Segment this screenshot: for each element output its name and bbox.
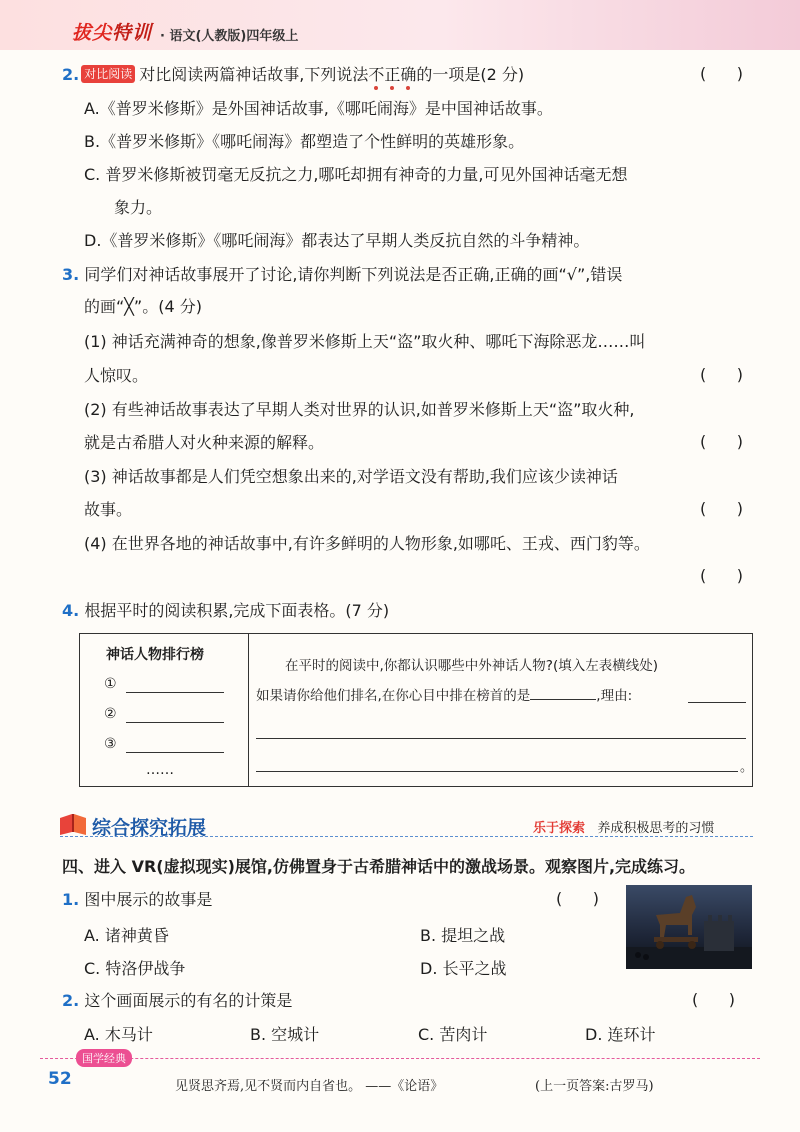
rank-2-blank[interactable] <box>126 722 224 723</box>
trojan-horse-image <box>626 885 752 969</box>
q3-item-4-paren[interactable]: ( ) <box>700 566 743 585</box>
q2-option-d: D.《普罗米修斯》《哪吒闹海》都表达了早期人类反抗自然的斗争精神。 <box>84 231 590 250</box>
p4-q2-option-c: C. 苦肉计 <box>418 1025 488 1044</box>
p4-q1-option-c: C. 特洛伊战争 <box>84 959 186 978</box>
rank-3-blank[interactable] <box>126 752 224 753</box>
reason-blank-1[interactable] <box>688 702 746 703</box>
q3-item-2: (2) 有些神话故事表达了早期人类对世界的认识,如普罗米修斯上天“盗”取火种, <box>84 400 635 419</box>
p4-q2-paren[interactable]: ( ) <box>692 990 735 1009</box>
q2-option-c: C. 普罗米修斯被罚毫无反抗之力,哪吒却拥有神奇的力量,可见外国神话毫无想 <box>84 165 628 184</box>
table-prompt-1: 在平时的阅读中,你都认识哪些中外神话人物?(填入左表横线处) <box>285 658 658 674</box>
q3-item-1-paren[interactable]: ( ) <box>700 365 743 384</box>
p4-q1-stem: 1. 图中展示的故事是 <box>62 890 213 909</box>
end-mark: 。 <box>740 760 754 775</box>
p4-q2-option-b: B. 空城计 <box>250 1025 320 1044</box>
page-number: 52 <box>48 1069 72 1089</box>
footer-quote: 见贤思齐焉,见不贤而内自省也。 ——《论语》 <box>175 1079 444 1094</box>
q3-stem: 3. 同学们对神话故事展开了讨论,请你判断下列说法是否正确,正确的画“√”,错误 <box>62 265 623 284</box>
classics-tag: 国学经典 <box>76 1049 132 1067</box>
part4-stem: 四、进入 VR(虚拟现实)展馆,仿佛置身于古希腊神话中的激战场景。观察图片,完成练习。 <box>62 857 696 876</box>
book-icon <box>58 812 88 836</box>
rank-1-label: ① <box>104 676 117 692</box>
rank-title: 神话人物排行榜 <box>106 647 204 663</box>
p4-q2-stem: 2. 这个画面展示的有名的计策是 <box>62 991 293 1010</box>
footer-divider <box>40 1058 760 1059</box>
q3-item-4: (4) 在世界各地的神话故事中,有许多鲜明的人物形象,如哪吒、王戎、西门豹等。 <box>84 534 650 553</box>
q4-stem: 4. 根据平时的阅读积累,完成下面表格。(7 分) <box>62 601 390 620</box>
section-divider <box>60 836 753 837</box>
q3-item-1: (1) 神话充满神奇的想象,像普罗米修斯上天“盗”取火种、哪吒下海除恶龙……叫 <box>84 332 646 351</box>
q3-item-2-cont: 就是古希腊人对火种来源的解释。 <box>84 433 325 452</box>
q3-stem-cont: 的画“╳”。(4 分) <box>84 297 202 316</box>
p4-q2-option-a: A. 木马计 <box>84 1025 153 1044</box>
brand-logo: 拔尖特训 <box>72 22 153 44</box>
compare-reading-tag: 对比阅读 <box>81 65 135 83</box>
rank-3-label: ③ <box>104 736 117 752</box>
q2-answer-paren[interactable]: ( ) <box>700 64 743 83</box>
section-title: 综合探究拓展 <box>92 817 207 839</box>
table-prompt-2: 如果请你给他们排名,在你心目中排在榜首的是 ,理由: <box>256 688 633 704</box>
p4-q1-option-a: A. 诸神黄昏 <box>84 926 169 945</box>
p4-q1-option-d: D. 长平之战 <box>420 959 507 978</box>
q3-item-3: (3) 神话故事都是人们凭空想象出来的,对学语文没有帮助,我们应该少读神话 <box>84 467 618 486</box>
q3-item-2-paren[interactable]: ( ) <box>700 432 743 451</box>
reason-blank-3[interactable] <box>256 771 738 772</box>
q3-item-1-cont: 人惊叹。 <box>84 366 149 385</box>
rank-more: …… <box>146 762 174 778</box>
q2-option-a: A.《普罗米修斯》是外国神话故事,《哪吒闹海》是中国神话故事。 <box>84 99 553 118</box>
book-subject: · 语文(人教版)四年级上 <box>160 29 299 44</box>
q4-table <box>79 633 753 787</box>
previous-answer: (上一页答案:古罗马) <box>535 1079 654 1094</box>
p4-q1-paren[interactable]: ( ) <box>556 889 599 908</box>
rank-2-label: ② <box>104 706 117 722</box>
table-divider <box>248 634 249 786</box>
q3-item-3-cont: 故事。 <box>84 500 133 519</box>
p4-q2-option-d: D. 连环计 <box>585 1025 656 1044</box>
q2-option-b: B.《普罗米修斯》《哪吒闹海》都塑造了个性鲜明的英雄形象。 <box>84 132 525 151</box>
q3-item-3-paren[interactable]: ( ) <box>700 499 743 518</box>
q2-stem: 2. 对比阅读 对比阅读两篇神话故事,下列说法不正确的一项是(2 分) <box>62 65 525 84</box>
reason-blank-2[interactable] <box>256 738 746 739</box>
q2-option-c-cont: 象力。 <box>114 198 163 217</box>
section-motto: 乐于探索 养成积极思考的习惯 <box>533 821 715 836</box>
rank-1-blank[interactable] <box>126 692 224 693</box>
p4-q1-option-b: B. 提坦之战 <box>420 926 506 945</box>
